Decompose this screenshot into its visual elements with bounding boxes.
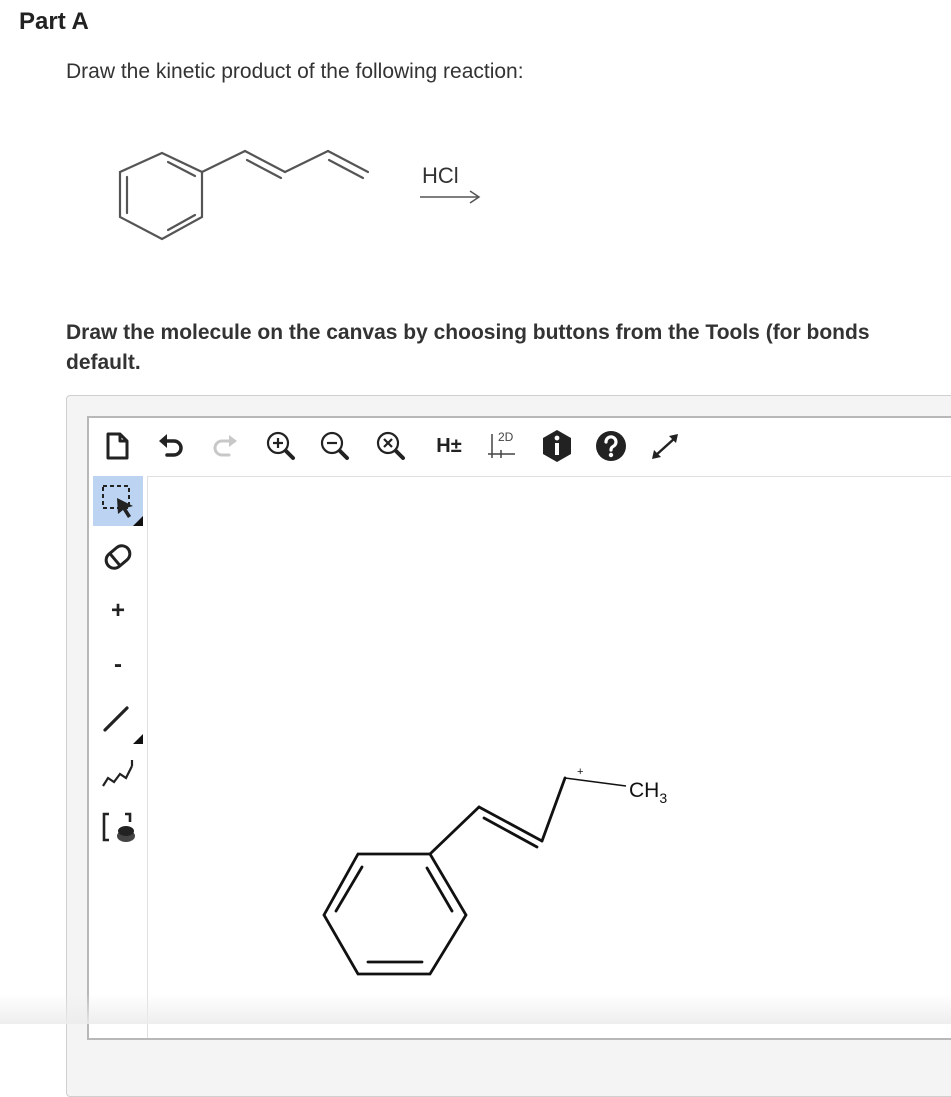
reagent-label: HCl (422, 163, 459, 188)
methyl-label-subscript: 3 (659, 790, 668, 806)
help-button[interactable] (593, 428, 629, 464)
methyl-label-main: CH (629, 779, 660, 802)
redo-icon (207, 428, 243, 464)
undo-icon (153, 428, 189, 464)
reaction-arrow-icon (418, 189, 488, 209)
top-toolbar (89, 418, 951, 477)
part-title: Part A (19, 8, 89, 35)
product-structure (148, 477, 951, 1037)
drawing-canvas[interactable] (148, 477, 951, 1038)
chain-tool-button[interactable] (93, 748, 143, 798)
bottom-fade (0, 994, 951, 1024)
zoom-reset-button[interactable] (373, 428, 409, 464)
zoom-in-icon (263, 428, 299, 464)
new-document-button[interactable] (99, 428, 135, 464)
help-icon (593, 428, 629, 464)
eraser-icon (93, 532, 143, 582)
single-bond-tool-button[interactable] (93, 694, 143, 744)
molecule-editor (87, 416, 951, 1040)
question-prompt: Draw the kinetic product of the following reaction: (66, 60, 524, 83)
left-toolbar (89, 476, 148, 1038)
select-tool-button[interactable] (93, 476, 143, 526)
undo-button[interactable] (153, 428, 189, 464)
template-icon (93, 802, 143, 852)
negative-charge-tool-button[interactable]: - (114, 651, 122, 678)
info-icon (539, 428, 575, 464)
clean-2d-button[interactable] (485, 428, 521, 464)
instructions-line-2: default. (66, 351, 141, 374)
zoom-reset-icon (373, 428, 409, 464)
info-button[interactable] (539, 428, 575, 464)
charge-label: + (577, 766, 584, 778)
bond-icon (93, 694, 143, 744)
document-icon (99, 428, 135, 464)
zoom-out-button[interactable] (317, 428, 353, 464)
expand-icon (647, 428, 683, 464)
select-arrow-icon (93, 476, 143, 526)
zoom-in-button[interactable] (263, 428, 299, 464)
methyl-label (629, 779, 667, 806)
clean-2d-label: 2D (498, 430, 514, 444)
chain-icon (93, 748, 143, 798)
toggle-hydrogens-button[interactable]: H± (436, 435, 462, 457)
instructions-line-1: Draw the molecule on the canvas by choosing buttons from the Tools (for bonds (66, 321, 870, 344)
positive-charge-tool-button[interactable]: + (110, 597, 125, 624)
fullscreen-button[interactable] (647, 428, 683, 464)
reaction-scheme (100, 135, 500, 255)
redo-button[interactable] (207, 428, 243, 464)
instructions (66, 318, 951, 378)
erase-tool-button[interactable] (93, 532, 143, 582)
templates-tool-button[interactable] (93, 802, 143, 852)
zoom-out-icon (317, 428, 353, 464)
